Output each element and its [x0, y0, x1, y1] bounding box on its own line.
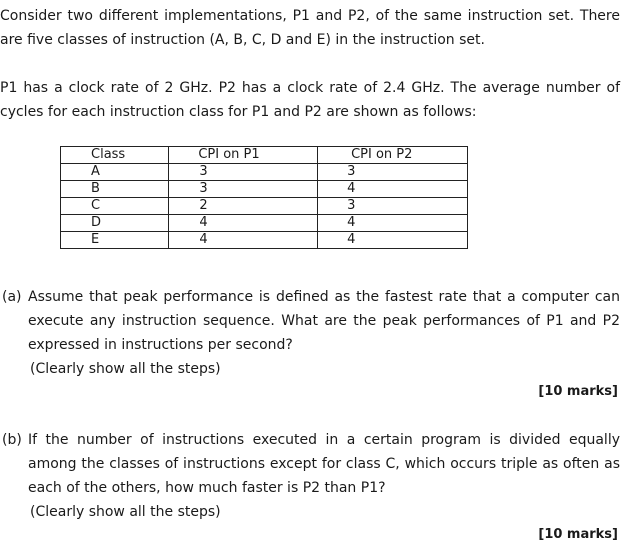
question-a-label: (a)	[2, 289, 22, 305]
header-cpi-p1: CPI on P1	[169, 147, 318, 164]
class-cell: C	[61, 198, 169, 215]
cpi-p1-cell: 2	[169, 198, 318, 215]
question-a-text: Assume that peak performance is defined as the fastest rate that a computer can execute any instruction sequence. What are the peak performances of P1 and P2 expressed in instructions per second?	[28, 289, 620, 353]
clock-rate-paragraph	[0, 76, 620, 124]
cpi-p1-cell: 4	[169, 232, 318, 249]
cpi-p1-cell: 3	[169, 181, 318, 198]
question-a-note: (Clearly show all the steps)	[30, 361, 221, 377]
cpi-p2-cell: 4	[318, 215, 468, 232]
header-cpi-p2: CPI on P2	[318, 147, 468, 164]
class-cell: E	[61, 232, 169, 249]
class-cell: A	[61, 164, 169, 181]
header-class: Class	[61, 147, 169, 164]
cpi-p1-cell: 4	[169, 215, 318, 232]
intro-paragraph	[0, 4, 620, 52]
cpi-p2-cell: 4	[318, 232, 468, 249]
table-row	[61, 181, 468, 198]
question-b-note: (Clearly show all the steps)	[30, 504, 221, 520]
question-b-marks: [10 marks]	[538, 527, 618, 542]
cpi-p2-cell: 3	[318, 164, 468, 181]
cpi-p2-cell: 4	[318, 181, 468, 198]
question-a	[2, 285, 620, 381]
clock-rate-text: P1 has a clock rate of 2 GHz. P2 has a clock rate of 2.4 GHz. The average number of cycles for each instruction class for P1 and P2 are shown as follows:	[0, 80, 620, 120]
table-row	[61, 198, 468, 215]
table-header-row	[61, 147, 468, 164]
cpi-p1-cell: 3	[169, 164, 318, 181]
class-cell: D	[61, 215, 169, 232]
question-b-text: If the number of instructions executed in a certain program is divided equally among the classes of instructions except for class C, which occurs triple as often as each of the others, how much faster is P2 than P1?	[28, 432, 620, 496]
intro-text: Consider two different implementations, P1 and P2, of the same instruction set. There are five classes of instruction (A, B, C, D and E) in the instruction set.	[0, 8, 620, 48]
cpi-p2-cell: 3	[318, 198, 468, 215]
table-row	[61, 232, 468, 249]
question-b-label: (b)	[2, 432, 22, 448]
cpi-table	[60, 146, 468, 249]
question-a-marks: [10 marks]	[538, 384, 618, 399]
question-b	[2, 428, 620, 524]
table-row	[61, 215, 468, 232]
class-cell: B	[61, 181, 169, 198]
table-row	[61, 164, 468, 181]
